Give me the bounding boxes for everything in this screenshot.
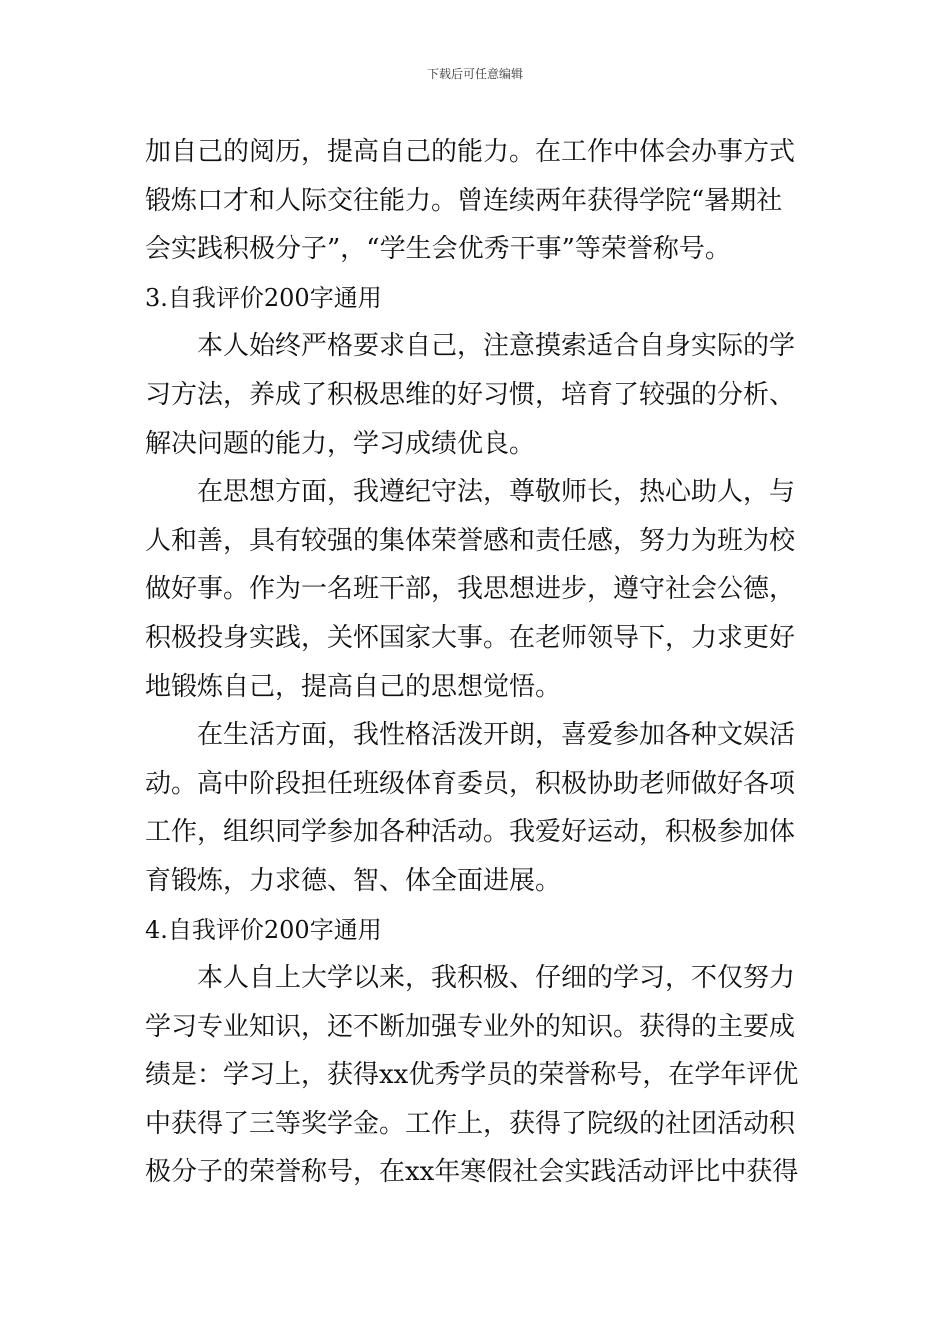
text-line: 解决问题的能力，学习成绩优良。 (145, 428, 536, 459)
text-line: 在生活方面，我性格活泼开朗，喜爱参加各种文娱活 (197, 720, 796, 751)
text-line: 育锻炼，力求德、智、体全面进展。 (145, 865, 562, 896)
text-line: 在思想方面，我遵纪守法，尊敬师长，热心助人，与 (197, 477, 796, 508)
section-heading: 3.自我评价200字通用 (145, 283, 382, 312)
text-line: 锻炼口才和人际交往能力。曾连续两年获得学院“暑期社 (145, 185, 783, 216)
text-line: 人和善，具有较强的集体荣誉感和责任感，努力为班为校 (145, 525, 796, 556)
text-line: 绩是：学习上，获得xx优秀学员的荣誉称号，在学年评优 (145, 1060, 799, 1091)
page-header-note: 下载后可任意编辑 (426, 67, 523, 81)
text-line: 本人自上大学以来，我积极、仔细的学习，不仅努力 (197, 963, 796, 994)
text-line: 动。高中阶段担任班级体育委员，积极协助老师做好各项 (145, 768, 796, 799)
body-text (145, 128, 817, 1197)
text-line: 积极投身实践，关怀国家大事。在老师领导下，力求更好 (145, 622, 796, 653)
text-line: 工作，组织同学参加各种活动。我爱好运动，积极参加体 (145, 817, 796, 848)
text-line: 极分子的荣誉称号，在xx年寒假社会实践活动评比中获得 (145, 1157, 799, 1188)
text-line: 加自己的阅历，提高自己的能力。在工作中体会办事方式 (145, 137, 796, 167)
text-line: 中获得了三等奖学金。工作上，获得了院级的社团活动积 (145, 1108, 796, 1139)
text-line: 学习专业知识，还不断加强专业外的知识。获得的主要成 (145, 1011, 796, 1042)
section-heading: 4.自我评价200字通用 (145, 915, 382, 944)
text-line: 习方法，养成了积极思维的好习惯，培育了较强的分析、 (145, 379, 796, 410)
text-line: 本人始终严格要求自己，注意摸索适合自身实际的学 (197, 331, 796, 362)
text-line: 做好事。作为一名班干部，我思想进步，遵守社会公德， (145, 574, 796, 605)
text-line: 会实践积极分子”，“学生会优秀干事”等荣誉称号。 (145, 234, 731, 265)
text-line: 地锻炼自己，提高自己的思想觉悟。 (145, 671, 562, 702)
